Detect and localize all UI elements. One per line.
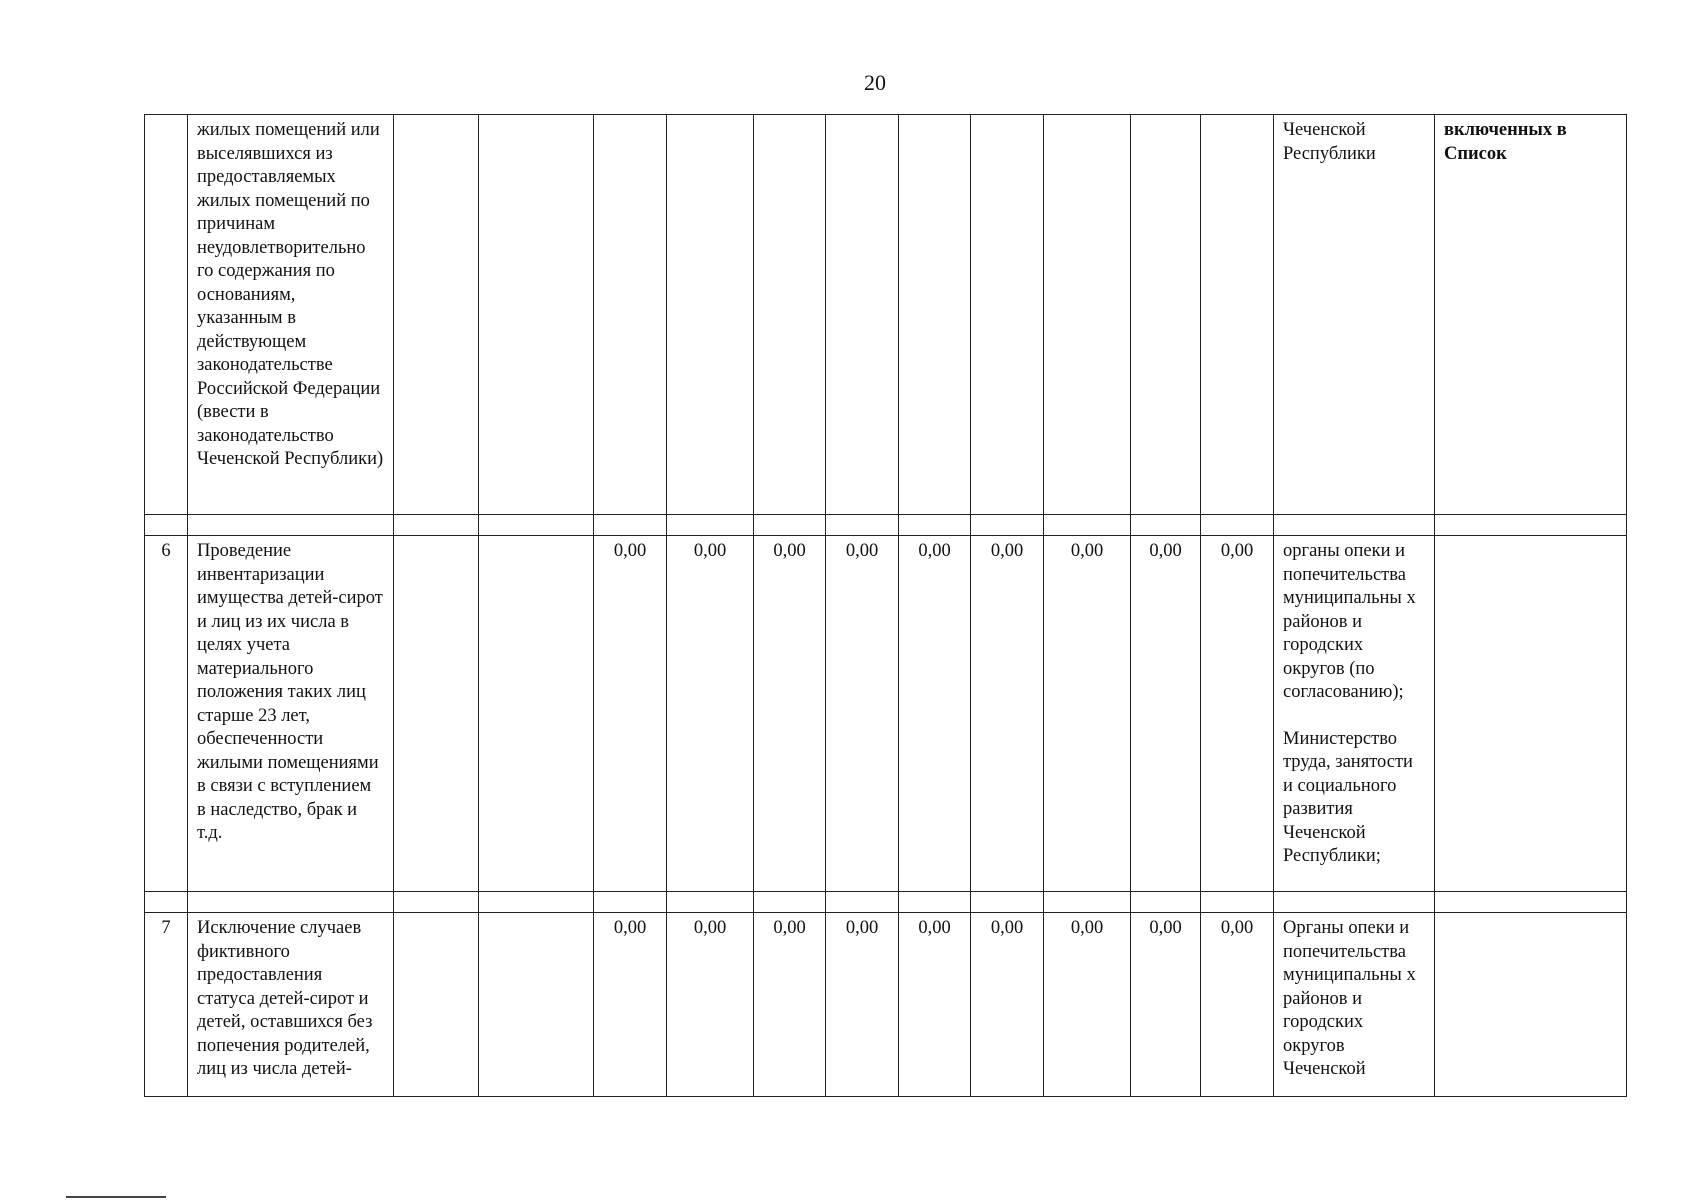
executor-cell: Органы опеки и попечительства муниципальны х районов и городских округов Чеченской (1274, 913, 1435, 1097)
result-cell: включенных в Список (1435, 115, 1627, 515)
description-cell: Проведение инвентаризации имущества детей-сирот и лиц из их числа в целях учета материального положения таких лиц старше 23 лет, обеспеченности жилыми помещениями в связи с вступлением в наследство, брак и т.д. (188, 536, 394, 892)
value-cell: 0,00 (667, 536, 754, 892)
value-cell: 0,00 (1131, 536, 1201, 892)
executor-text: органы опеки и попечительства муниципальны х районов и городских округов (по согласованию); (1283, 541, 1416, 702)
program-table (144, 114, 1627, 1097)
footer-rule (66, 1196, 166, 1198)
table-spacer-row (145, 515, 1627, 536)
value-cell: 0,00 (971, 536, 1044, 892)
page-number: 20 (864, 70, 886, 95)
row-number-cell: 6 (145, 536, 188, 892)
table-row (145, 913, 1627, 1097)
value-cell: 0,00 (1044, 913, 1131, 1097)
executor-cell: Чеченской Республики (1274, 115, 1435, 515)
row-number-cell: 7 (145, 913, 188, 1097)
executor-text: Министерство труда, занятости и социального развития Чеченской Республики; (1283, 728, 1413, 866)
table-spacer-row (145, 892, 1627, 913)
result-cell (1435, 536, 1627, 892)
description-cell: Исключение случаев фиктивного предоставления статуса детей-сирот и детей, оставшихся без попечения родителей, лиц из числа детей- (188, 913, 394, 1097)
table-row (145, 115, 1627, 515)
value-cell: 0,00 (594, 913, 667, 1097)
value-cell: 0,00 (594, 536, 667, 892)
value-cell: 0,00 (667, 913, 754, 1097)
value-cell: 0,00 (1044, 536, 1131, 892)
value-cell: 0,00 (899, 536, 971, 892)
table-row (145, 536, 1627, 892)
value-cell: 0,00 (971, 913, 1044, 1097)
value-cell: 0,00 (899, 913, 971, 1097)
value-cell: 0,00 (1131, 913, 1201, 1097)
value-cell: 0,00 (754, 913, 826, 1097)
row-number-cell (145, 115, 188, 515)
description-cell: жилых помещений или выселявшихся из предоставляемых жилых помещений по причинам неудовлетворительно го содержания по основаниям, указанным в действующем законодательстве Российской Федерации (ввести в законодательство Чеченской Республики) (188, 115, 394, 515)
value-cell: 0,00 (1201, 536, 1274, 892)
value-cell: 0,00 (754, 536, 826, 892)
value-cell: 0,00 (1201, 913, 1274, 1097)
executor-cell (1274, 536, 1435, 892)
result-cell (1435, 913, 1627, 1097)
value-cell: 0,00 (826, 913, 899, 1097)
value-cell: 0,00 (826, 536, 899, 892)
